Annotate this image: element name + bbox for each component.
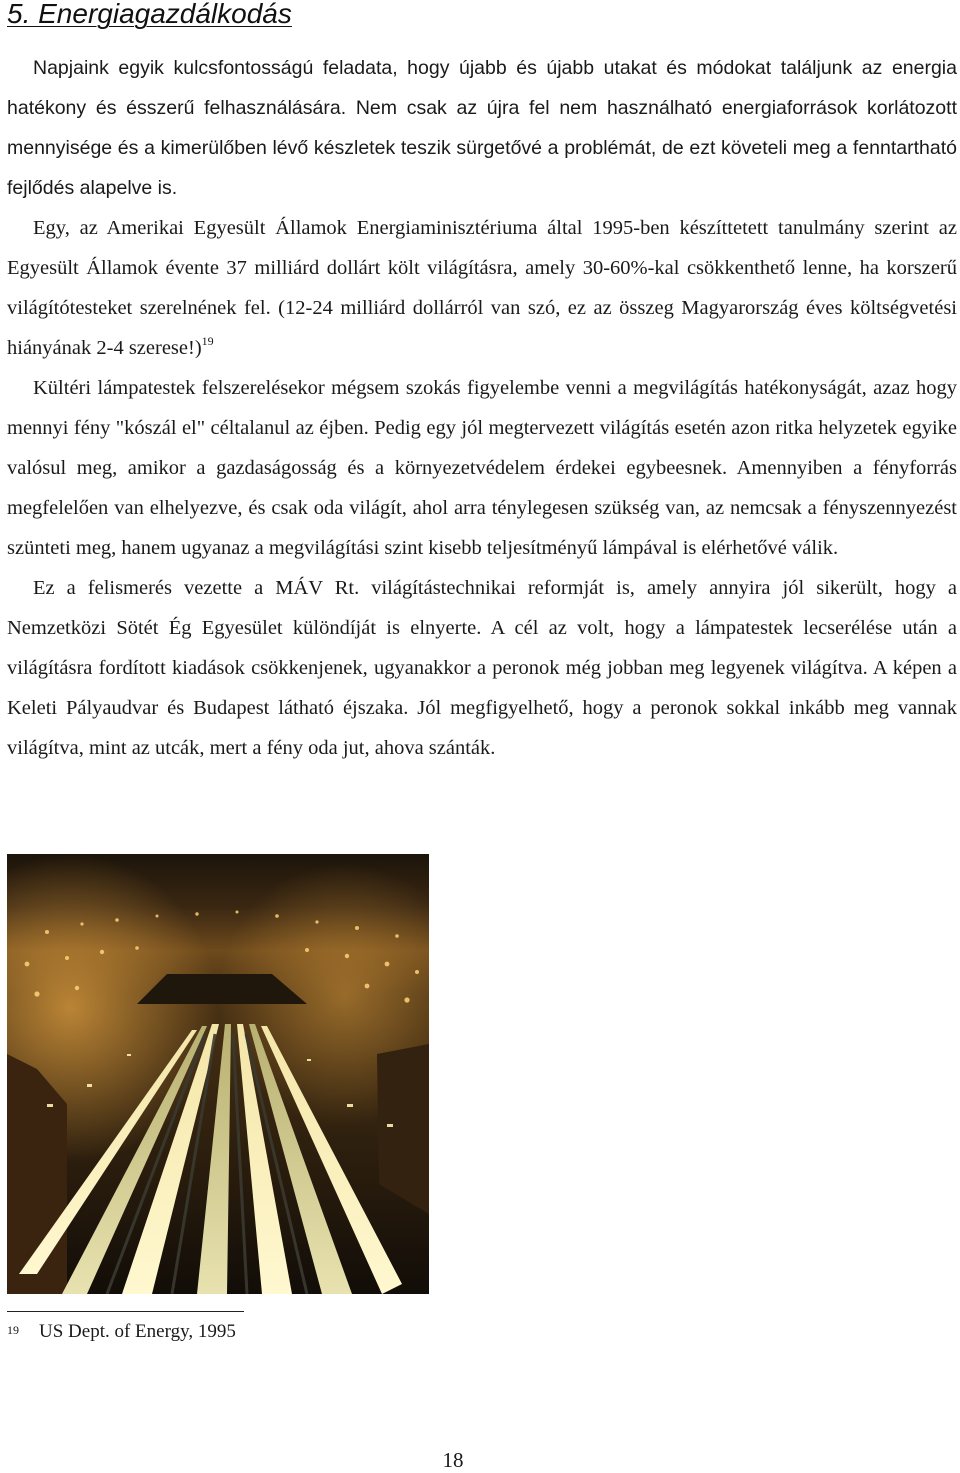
section-heading: 5. Energiagazdálkodás	[7, 0, 292, 29]
footnote-text: US Dept. of Energy, 1995	[39, 1321, 236, 1342]
footnote-separator	[7, 1311, 244, 1312]
paragraph-3: Kültéri lámpatestek felszerelésekor mégsem szokás figyelembe venni a megvilágítás hatékonyságát, azaz hogy mennyi fény "kószál el" céltalanul az éjben. Pedig egy jól megtervezett világítás esetén azon ritka helyzetek egyike valósul meg, amikor a gazdaságosság és a környezetvédelem érdekei egybeesnek. Amennyiben a fényforrás megfelelően van elhelyezve, és csak oda világít, ahol arra ténylegesen szükség van, az nemcsak a fényszennyezést szünteti meg, hanem ugyanaz a megvilágítási szint kisebb teljesítményű lámpával is elérhetővé válik.	[7, 377, 957, 559]
night-station-photo-drawing	[7, 854, 429, 1294]
night-station-photo	[7, 854, 429, 1294]
paragraph-2-text: Egy, az Amerikai Egyesült Államok Energiaminisztériuma által 1995-ben készíttetett tanulmány szerint az Egyesült Államok évente 37 milliárd dollárt költ világításra, amely 30-60%-kal csökkenthető lenne, ha korszerű világítótesteket szerelnének fel. (12-24 milliárd dollárról van szó, ez az összeg Magyarország éves költségvetési hiányának 2-4 szerese!)	[7, 217, 957, 359]
footnote-reference[interactable]: 19	[201, 334, 214, 348]
footnote-number: 19	[7, 1323, 19, 1337]
body-text	[7, 48, 957, 768]
paragraph-4: Ez a felismerés vezette a MÁV Rt. világítástechnikai reformját is, amely annyira jól sikerült, hogy a Nemzetközi Sötét Ég Egyesület különdíját is elnyerte. A cél az volt, hogy a lámpatestek lecserélése után a világításra fordított kiadások csökkenjenek, ugyanakkor a peronok még jobban meg legyenek világítva. A képen a Keleti Pályaudvar és Budapest látható éjszaka. Jól megfigyelhető, hogy a peronok sokkal inkább meg vannak világítva, mint az utcák, mert a fény oda jut, ahova szánták.	[7, 577, 957, 759]
paragraph-1: Napjaink egyik kulcsfontosságú feladata, hogy újabb és újabb utakat és módokat találjunk az energia hatékony és ésszerű felhasználására. Nem csak az újra fel nem használható energiaforrások korlátozott mennyisége és a kimerülőben lévő készletek teszik sürgetővé a problémát, de ezt követeli meg a fenntartható fejlődés alapelve is.	[7, 57, 957, 199]
page-number: 18	[442, 1448, 464, 1472]
paragraph-2	[7, 208, 957, 368]
footnote	[7, 1318, 236, 1344]
